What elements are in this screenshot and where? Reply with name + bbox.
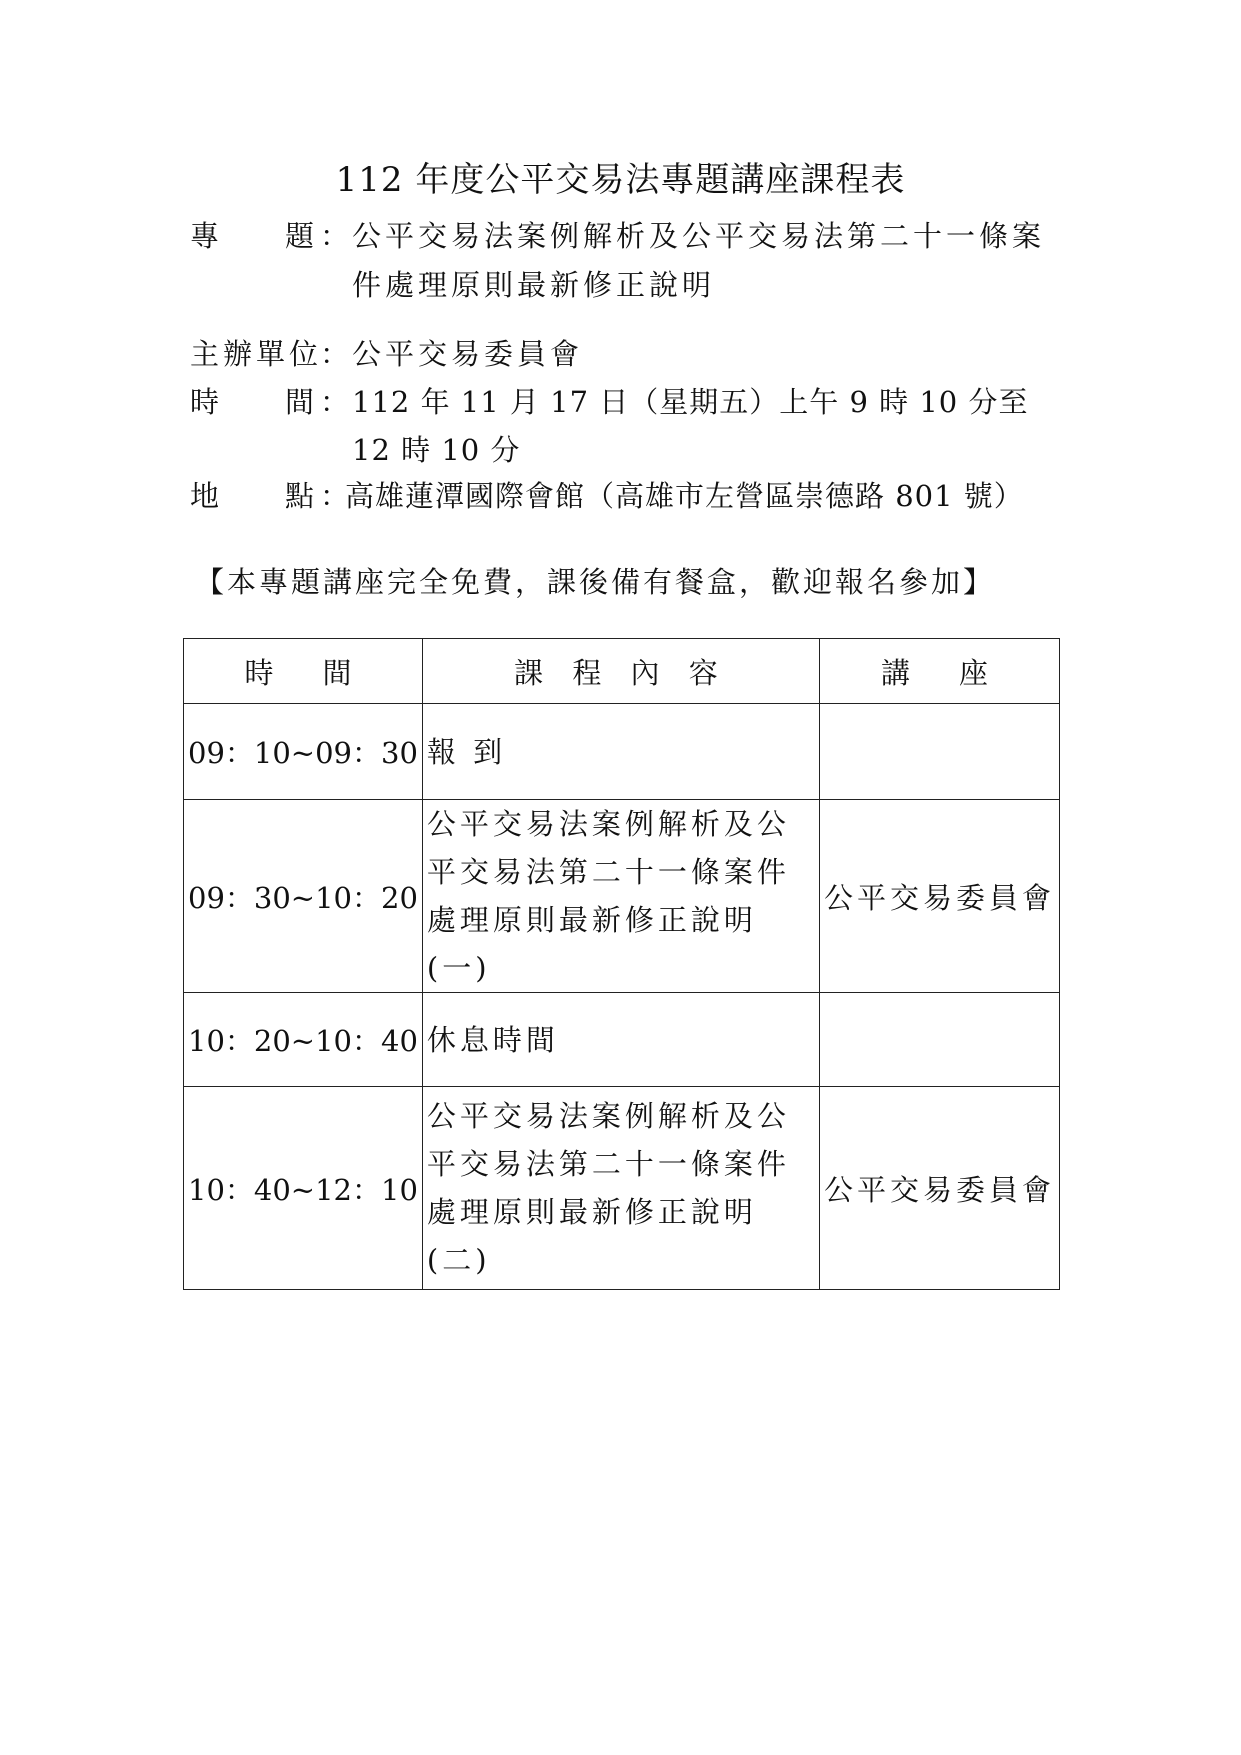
row-content: 公平交易法案例解析及公平交易法第二十一條案件處理原則最新修正說明(一) [422, 800, 819, 993]
row-time: 10：20~10：40 [184, 993, 423, 1087]
table-row [184, 800, 1060, 993]
row-content: 公平交易法案例解析及公平交易法第二十一條案件處理原則最新修正說明(二) [422, 1087, 819, 1290]
info-topic-line2: 件處理原則最新修正說明 [352, 268, 716, 302]
info-topic-value [352, 212, 1241, 309]
info-topic-label-a: 專 [190, 219, 224, 253]
info-time-colon: ： [320, 385, 354, 419]
schedule-table [183, 638, 1060, 1290]
row-time: 09：30~10：20 [184, 800, 423, 993]
table-header-row [184, 639, 1060, 704]
table-row [184, 993, 1060, 1087]
info-location-value: 高雄蓮潭國際會館（高雄市左營區崇德路 801 號） [345, 479, 1024, 513]
info-location-label-b: 點 [285, 479, 319, 513]
info-topic-line1: 公平交易法案例解析及公平交易法第二十一條案 [352, 219, 1046, 253]
table-row [184, 1087, 1060, 1290]
info-time-label-b: 間 [285, 385, 319, 419]
row-speaker: 公平交易委員會 [819, 800, 1059, 993]
table-row [184, 704, 1060, 800]
info-time-line1: 112 年 11 月 17 日（星期五）上午 9 時 10 分至 [352, 385, 1029, 419]
header-time: 時 間 [184, 639, 423, 704]
info-time-value [352, 378, 1241, 474]
info-location-label-a: 地 [190, 479, 224, 513]
info-topic-label-b: 題 [285, 219, 319, 253]
row-speaker: 公平交易委員會 [819, 1087, 1059, 1290]
row-time: 09：10~09：30 [184, 704, 423, 800]
info-location-colon: ： [320, 479, 354, 513]
row-content: 報 到 [422, 704, 819, 800]
header-speaker: 講 座 [819, 639, 1059, 704]
row-speaker [819, 704, 1059, 800]
free-notice: 【本專題講座完全免費，課後備有餐盒，歡迎報名參加】 [195, 565, 996, 599]
info-organizer-colon: ： [320, 337, 354, 371]
info-organizer-label: 主辦單位 [190, 337, 323, 371]
header-content: 課 程 內 容 [422, 639, 819, 704]
info-time-line2: 12 時 10 分 [352, 433, 521, 467]
info-time-label-a: 時 [190, 385, 224, 419]
row-time: 10：40~12：10 [184, 1087, 423, 1290]
row-content: 休息時間 [422, 993, 819, 1087]
row-speaker [819, 993, 1059, 1087]
info-topic-colon: ： [320, 219, 354, 253]
info-organizer-value: 公平交易委員會 [352, 337, 584, 371]
page-title: 112 年度公平交易法專題講座課程表 [335, 160, 906, 200]
